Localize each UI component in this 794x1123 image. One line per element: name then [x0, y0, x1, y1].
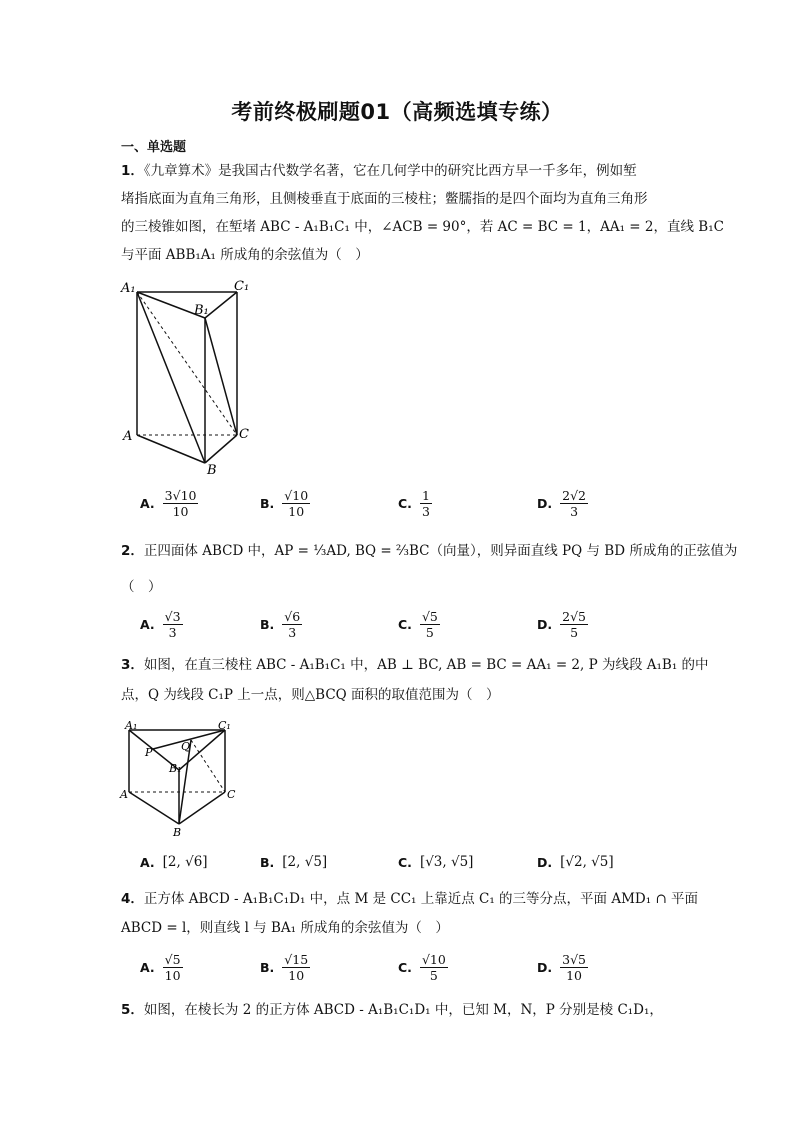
option-label: A. — [140, 496, 155, 511]
q4-option-b[interactable] — [260, 952, 310, 983]
option-label: D. — [537, 617, 553, 632]
q2-option-b[interactable] — [260, 609, 302, 640]
q3-option-b[interactable] — [260, 854, 327, 870]
option-label: B. — [260, 617, 275, 632]
q4-line2: ABCD = l，则直线 l 与 BA₁ 所成角的余弦值为（ ） — [121, 920, 449, 936]
q2-option-a[interactable] — [140, 609, 183, 640]
q4-line1 — [121, 890, 699, 908]
q2-number: 2． — [121, 543, 144, 559]
q4-number: 4． — [121, 891, 144, 907]
option-label: D. — [537, 854, 553, 870]
fraction: $\frac{√10}{5}$ — [421, 952, 446, 983]
q3-label-p: P — [145, 746, 153, 759]
q1-option-a[interactable] — [140, 488, 198, 519]
option-label: A. — [140, 960, 155, 975]
option-label: C. — [398, 854, 412, 870]
fraction: $\frac{3√10}{10}$ — [164, 488, 197, 519]
interval-value: [√2, √5] — [560, 854, 614, 870]
option-label: B. — [260, 496, 275, 511]
fraction: $\frac{√3}{3}$ — [164, 609, 181, 640]
fraction: $\frac{√5}{5}$ — [421, 609, 438, 640]
q1-option-d[interactable] — [537, 488, 588, 519]
fraction: $\frac{1}{3}$ — [421, 488, 430, 519]
q3-line1 — [121, 656, 709, 674]
q3-label-b: B — [173, 826, 182, 839]
q1-label-b1: B₁ — [194, 303, 209, 318]
q4-option-c[interactable] — [398, 952, 448, 983]
q3-label-b1: B₁ — [169, 762, 182, 775]
q5-text-1: 如图，在棱长为 2 的正方体 ABCD - A₁B₁C₁D₁ 中，已知 M，N，P 分别是棱 C₁D₁， — [143, 1002, 663, 1018]
fraction: $\frac{√10}{10}$ — [284, 488, 309, 519]
q3-text-1: 如图，在直三棱柱 ABC - A₁B₁C₁ 中，AB ⊥ BC, AB = BC = AA₁ = 2, P 为线段 A₁B₁ 的中 — [143, 657, 709, 673]
option-label: B. — [260, 854, 275, 870]
q1-text-1: 《九章算术》是我国古代数学名著，它在几何学中的研究比西方早一千多年，例如堑 — [143, 163, 637, 179]
q3-label-a: A — [120, 788, 128, 801]
q1-prism-figure — [115, 278, 265, 478]
q1-line3: 的三棱锥如图，在堑堵 ABC - A₁B₁C₁ 中，∠ACB = 90°，若 AC = BC = 1，AA₁ = 2，直线 B₁C — [121, 219, 724, 235]
q3-label-c: C — [227, 788, 236, 801]
q3-option-a[interactable] — [140, 854, 208, 870]
option-label: B. — [260, 960, 275, 975]
option-label: C. — [398, 496, 412, 511]
q2-text-1: 正四面体 ABCD 中，AP = ⅓AD, BQ = ⅔BC（向量），则异面直线 PQ 与 BD 所成角的正弦值为 — [143, 543, 738, 559]
q3-option-c[interactable] — [398, 854, 473, 870]
q1-line4: 与平面 ABB₁A₁ 所成角的余弦值为（ ） — [121, 247, 369, 263]
q4-option-d[interactable] — [537, 952, 588, 983]
q1-line2: 堵指底面为直角三角形，且侧棱垂直于底面的三棱柱；鳖臑指的是四个面均为直角三角形 — [121, 191, 648, 207]
q3-label-q: Q — [181, 740, 191, 753]
q2-line1 — [121, 542, 738, 560]
q3-prism-figure — [115, 716, 245, 841]
q1-label-b: B — [207, 463, 217, 478]
q2-line2: （ ） — [121, 579, 162, 595]
q1-label-a: A — [123, 429, 133, 444]
q3-number: 3． — [121, 657, 144, 673]
q5-number: 5． — [121, 1002, 144, 1018]
fraction: $\frac{√5}{10}$ — [164, 952, 181, 983]
q1-label-c1: C₁ — [234, 279, 250, 294]
q3-label-a1: A₁ — [125, 719, 138, 732]
q4-text-1: 正方体 ABCD - A₁B₁C₁D₁ 中，点 M 是 CC₁ 上靠近点 C₁ 的三等分点，平面 AMD₁ ∩ 平面 — [143, 891, 699, 907]
interval-value: [2, √6] — [162, 854, 208, 870]
q3-line2: 点，Q 为线段 C₁P 上一点，则△BCQ 面积的取值范围为（ ） — [121, 687, 500, 703]
fraction: $\frac{√15}{10}$ — [284, 952, 309, 983]
q1-option-b[interactable] — [260, 488, 310, 519]
q1-number: 1． — [121, 163, 144, 179]
option-label: D. — [537, 496, 553, 511]
fraction: $\frac{√6}{3}$ — [284, 609, 301, 640]
interval-value: [2, √5] — [282, 854, 328, 870]
q2-option-c[interactable] — [398, 609, 440, 640]
q1-option-c[interactable] — [398, 488, 432, 519]
q1-line1 — [121, 162, 681, 180]
option-label: A. — [140, 617, 155, 632]
q2-option-d[interactable] — [537, 609, 588, 640]
interval-value: [√3, √5] — [419, 854, 474, 870]
q5-line1 — [121, 1001, 681, 1019]
q1-label-a1: A₁ — [121, 281, 136, 296]
option-label: A. — [140, 854, 155, 870]
q3-option-d[interactable] — [537, 854, 614, 870]
fraction: $\frac{2√2}{3}$ — [562, 488, 586, 519]
q1-label-c: C — [239, 427, 249, 442]
page-title: 考前终极刷题01（高频选填专练） — [231, 100, 563, 124]
q4-option-a[interactable] — [140, 952, 183, 983]
option-label: C. — [398, 617, 412, 632]
q3-label-c1: C₁ — [218, 719, 231, 732]
option-label: C. — [398, 960, 412, 975]
section-heading: 一、单选题 — [121, 140, 187, 155]
fraction: $\frac{3√5}{10}$ — [562, 952, 586, 983]
option-label: D. — [537, 960, 553, 975]
fraction: $\frac{2√5}{5}$ — [562, 609, 586, 640]
